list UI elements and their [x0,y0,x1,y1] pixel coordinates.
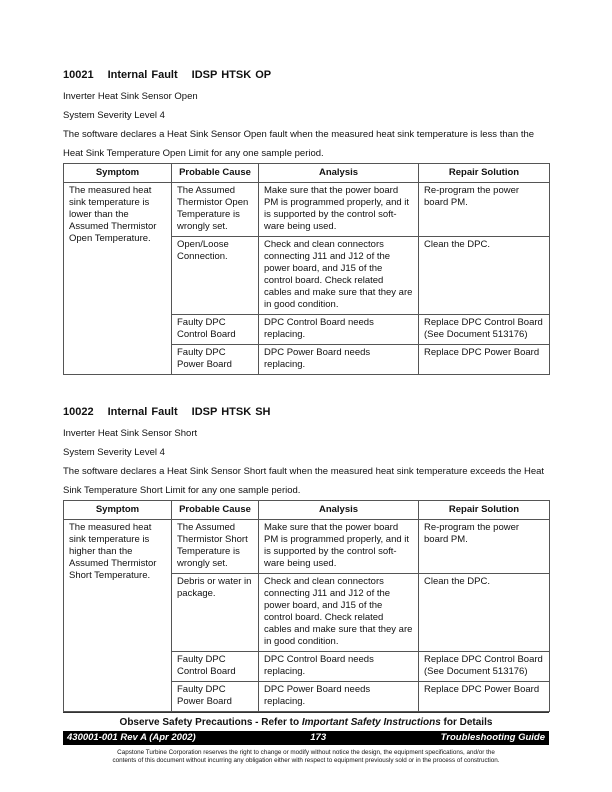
safety-notice-suffix: for Details [440,717,493,728]
page-footer [63,712,549,765]
fault-category: Internal Fault [107,406,178,418]
cause-cell: Faulty DPC Control Board [172,315,259,345]
cause-cell: The Assumed Thermistor Open Temperature is wrongly set. [172,183,259,237]
cause-cell: Debris or water in package. [172,574,259,652]
analysis-cell: DPC Control Board needs replacing. [259,652,419,682]
table-row [64,520,550,574]
analysis-cell: Make sure that the power board PM is programmed properly, and it is supported by the control soft-ware being used. [259,520,419,574]
solution-cell: Replace DPC Power Board [419,345,550,375]
header-symptom: Symptom [64,501,172,520]
safety-notice [63,717,549,728]
guide-title: Troubleshooting Guide [440,732,545,743]
solution-cell: Re-program the power board PM. [419,520,550,574]
fault-description: Inverter Heat Sink Sensor Short [63,428,198,439]
fault-heading [63,406,549,418]
solution-cell: Replace DPC Power Board [419,682,550,712]
severity-level: System Severity Level 4 [63,447,165,458]
footer-divider [63,712,549,713]
analysis-cell: DPC Control Board needs replacing. [259,315,419,345]
cause-cell: Faulty DPC Power Board [172,682,259,712]
fault-section-10022 [63,406,549,712]
analysis-cell: DPC Power Board needs replacing. [259,345,419,375]
fault-code: 10022 [63,406,94,418]
solution-cell: Clean the DPC. [419,574,550,652]
header-symptom: Symptom [64,164,172,183]
disclaimer [63,749,549,765]
symptom-cell: The measured heat sink temperature is higher than the Assumed Thermistor Short Temperature. [64,520,172,712]
safety-notice-prefix: Observe Safety Precautions - Refer to [119,717,302,728]
fault-name: IDSP HTSK OP [191,69,272,81]
header-repair-solution: Repair Solution [419,501,550,520]
fault-section-10021 [63,69,549,375]
cause-cell: Faulty DPC Control Board [172,652,259,682]
fault-category: Internal Fault [107,69,178,81]
document-id: 430001-001 Rev A (Apr 2002) [67,732,196,743]
solution-cell: Replace DPC Control Board (See Document 513176) [419,652,550,682]
analysis-cell: DPC Power Board needs replacing. [259,682,419,712]
solution-cell: Replace DPC Control Board (See Document 513176) [419,315,550,345]
header-repair-solution: Repair Solution [419,164,550,183]
troubleshooting-table [63,500,550,712]
severity-level: System Severity Level 4 [63,110,165,121]
fault-description: Inverter Heat Sink Sensor Open [63,91,198,102]
disclaimer-line: Capstone Turbine Corporation reserves the right to change or modify without notice the design, the equipment specifications, and/or the [117,749,495,756]
fault-explanation-line: Heat Sink Temperature Open Limit for any one sample period. [63,148,324,159]
fault-heading [63,69,549,81]
solution-cell: Clean the DPC. [419,237,550,315]
symptom-cell: The measured heat sink temperature is lower than the Assumed Thermistor Open Temperature. [64,183,172,375]
safety-instructions-reference: Important Safety Instructions [301,717,441,728]
disclaimer-line: contents of this document without incurring any obligation either with respect to equipment previously sold or in the process of construction. [112,757,500,764]
table-header-row [64,501,550,520]
cause-cell: Faulty DPC Power Board [172,345,259,375]
header-probable-cause: Probable Cause [172,501,259,520]
analysis-cell: Make sure that the power board PM is programmed properly, and it is supported by the control soft-ware being used. [259,183,419,237]
fault-explanation-line: The software declares a Heat Sink Sensor Short fault when the measured heat sink temperature exceeds the Heat [63,466,545,477]
cause-cell: The Assumed Thermistor Short Temperature is wrongly set. [172,520,259,574]
analysis-cell: Check and clean connectors connecting J11 and J12 of the power board, and J15 of the control board. Check related cables and make sure that they are in good condition. [259,237,419,315]
table-header-row [64,164,550,183]
solution-cell: Re-program the power board PM. [419,183,550,237]
troubleshooting-table [63,163,550,375]
header-analysis: Analysis [259,501,419,520]
cause-cell: Open/Loose Connection. [172,237,259,315]
header-probable-cause: Probable Cause [172,164,259,183]
header-analysis: Analysis [259,164,419,183]
page-number: 173 [310,732,327,743]
table-row [64,183,550,237]
fault-name: IDSP HTSK SH [191,406,271,418]
fault-explanation-line: Sink Temperature Short Limit for any one sample period. [63,485,301,496]
fault-code: 10021 [63,69,94,81]
footer-bar [63,731,549,745]
analysis-cell: Check and clean connectors connecting J11 and J12 of the power board, and J15 of the control board. Check related cables and make sure that they are in good condition. [259,574,419,652]
fault-explanation-line: The software declares a Heat Sink Sensor Open fault when the measured heat sink temperature is less than the [63,129,535,140]
